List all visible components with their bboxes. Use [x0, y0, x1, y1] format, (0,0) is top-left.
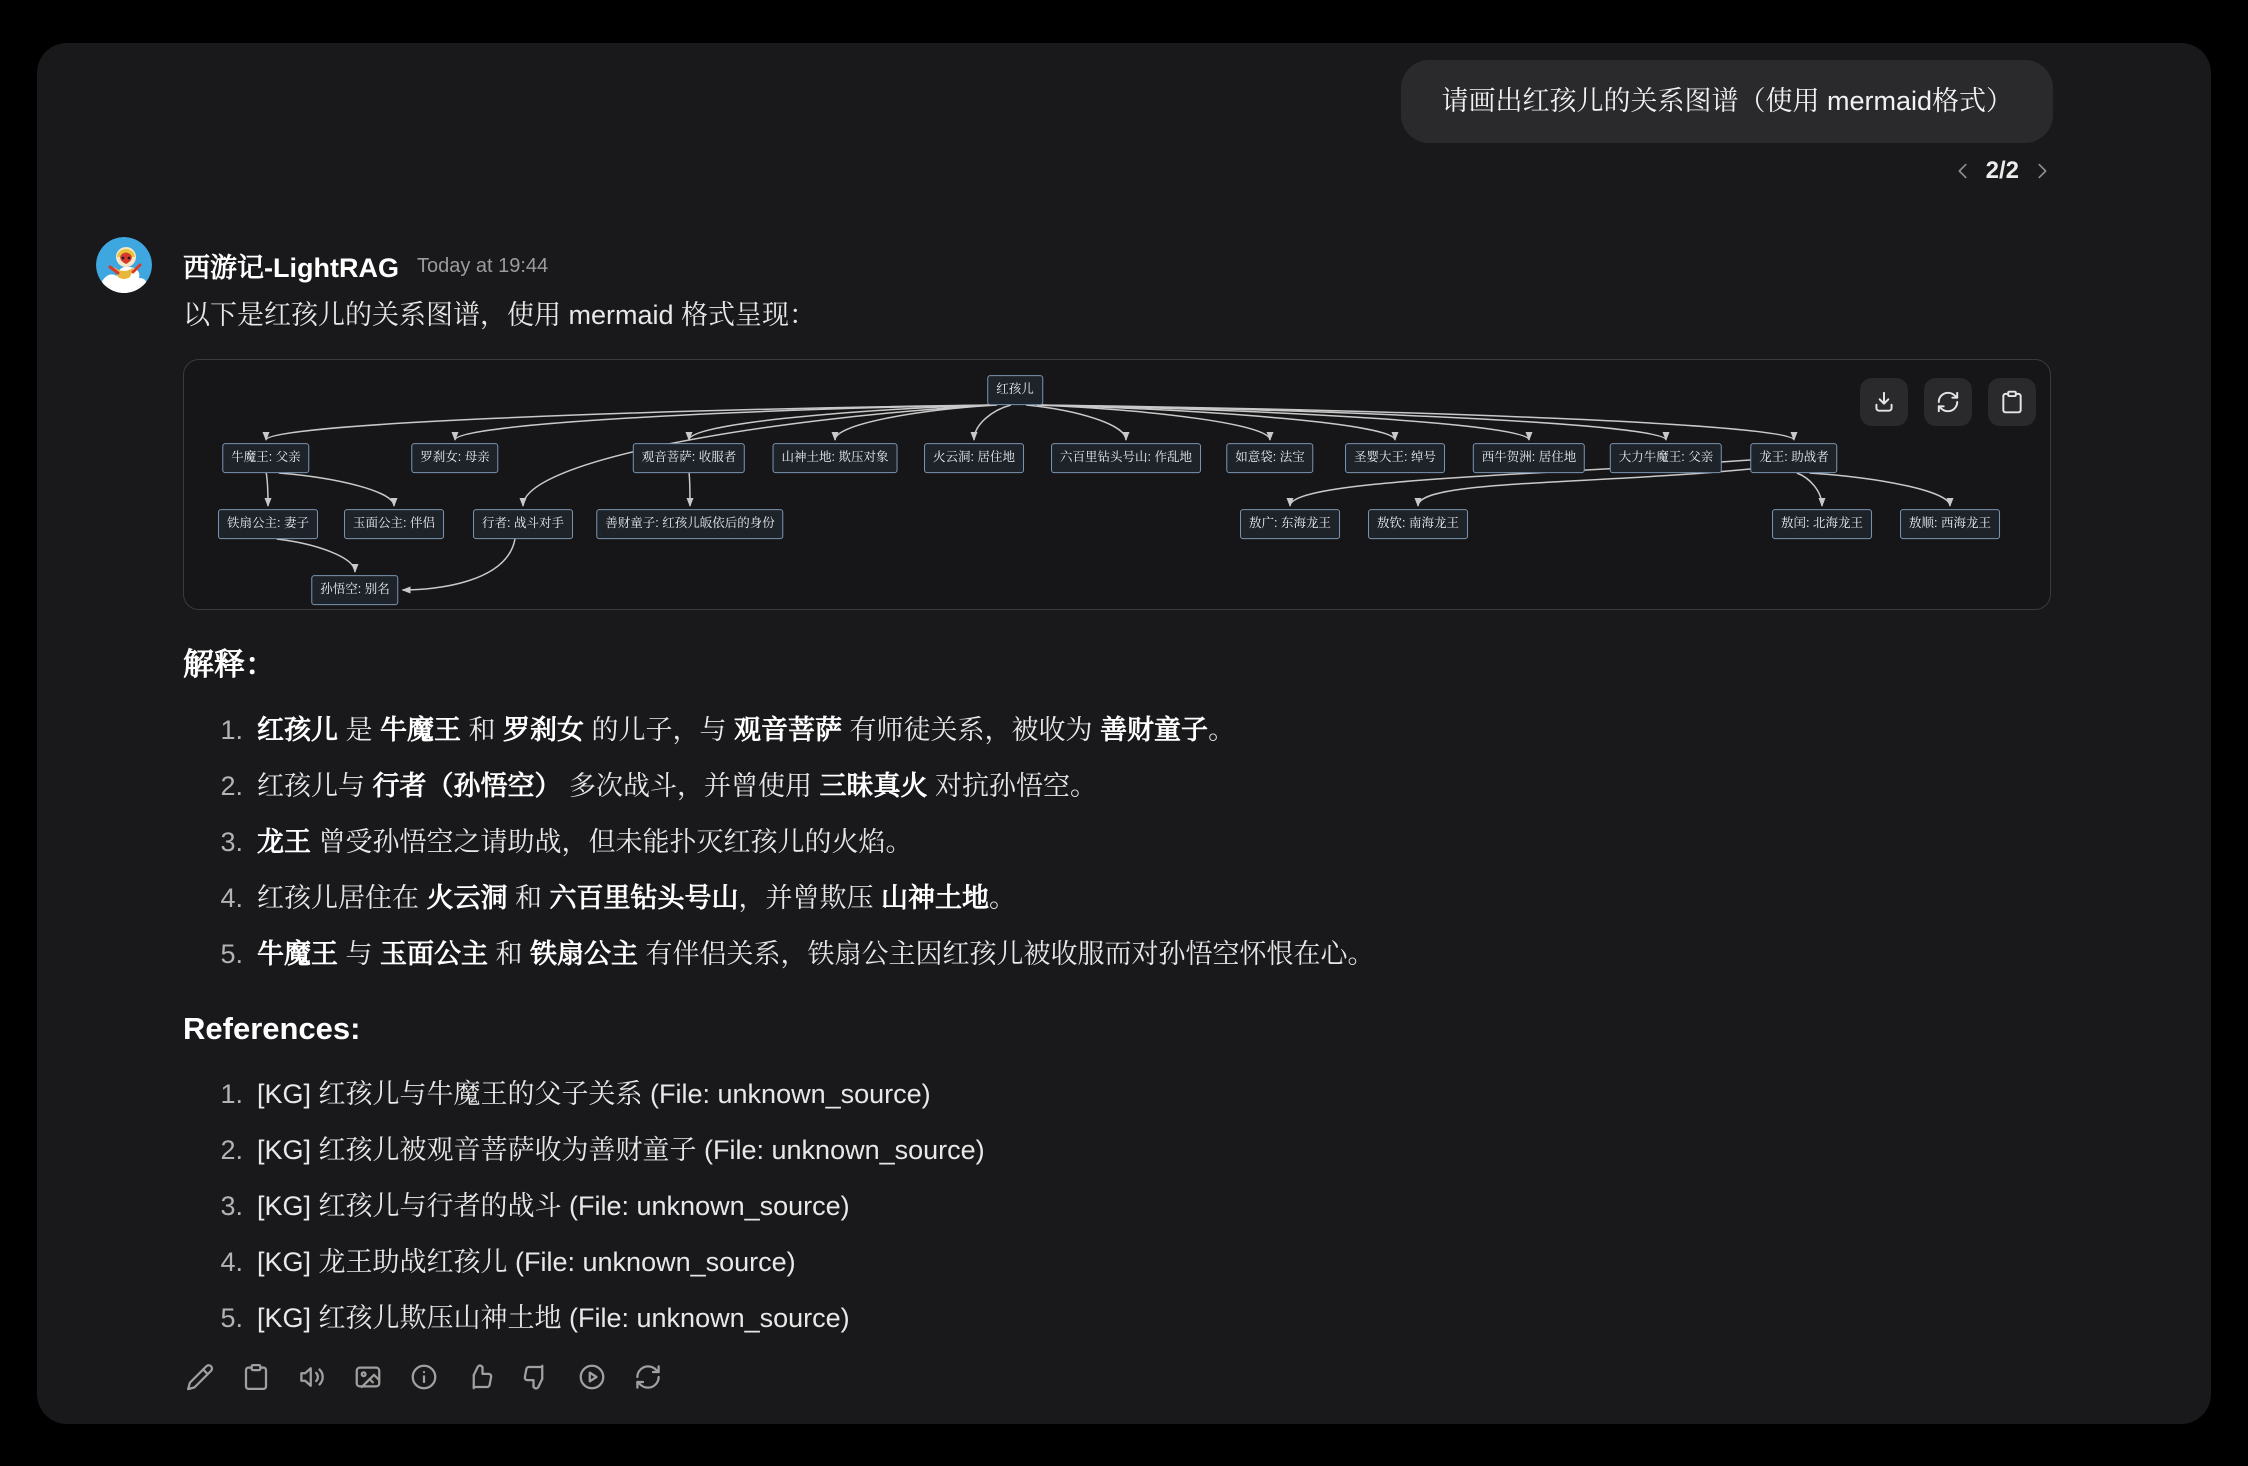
graph-edge-honghaier-huoyundong [974, 405, 1011, 440]
list-number: 3. [220, 827, 243, 857]
graph-node-sunwukong: 孙悟空: 别名 [311, 575, 398, 605]
graph-node-xingzhe: 行者: 战斗对手 [473, 509, 573, 539]
assistant-avatar [96, 237, 152, 293]
reference-item: 4. [KG] 龙王助战红孩儿 (File: unknown_source) [211, 1242, 2211, 1282]
thumbs-up-icon [465, 1362, 495, 1392]
graph-edge-honghaier-longwang [1037, 405, 1794, 440]
download-icon [1871, 389, 1897, 415]
diagram-edges [184, 360, 2049, 608]
thumbs-down-button[interactable] [519, 1360, 553, 1394]
graph-edge-longwang-aoqin [1418, 469, 1751, 506]
diagram-refresh-button[interactable] [1924, 378, 1972, 426]
play-button[interactable] [575, 1360, 609, 1394]
graph-node-niumowang: 牛魔王: 父亲 [222, 443, 309, 473]
explanation-item: 5. 牛魔王 与 玉面公主 和 铁扇公主 有伴侣关系，铁扇公主因红孩儿被收服而对孙悟空怀恨在心。 [211, 934, 2211, 974]
chevron-left-icon[interactable] [1952, 160, 1974, 182]
graph-node-ruyidai: 如意袋: 法宝 [1226, 443, 1313, 473]
graph-node-yumian: 玉面公主: 伴侣 [344, 509, 444, 539]
diagram-action-bar [1860, 378, 2036, 426]
graph-edge-honghaier-xiniu [1037, 405, 1529, 440]
diagram-copy-button[interactable] [1988, 378, 2036, 426]
copy-button[interactable] [239, 1360, 273, 1394]
graph-edge-xingzhe-sunwukong [403, 539, 516, 590]
message-timestamp: Today at 19:44 [416, 255, 549, 277]
graph-node-tieshan: 铁扇公主: 妻子 [218, 509, 318, 539]
graph-node-dali: 大力牛魔王: 父亲 [1610, 443, 1722, 473]
graph-edge-longwang-aoshun [1810, 473, 1950, 506]
reference-item: 1. [KG] 红孩儿与牛魔王的父子关系 (File: unknown_source) [211, 1074, 2211, 1114]
references-list [211, 1074, 2211, 1338]
graph-node-huoyundong: 火云洞: 居住地 [924, 443, 1024, 473]
graph-node-aoguang: 敖广: 东海龙王 [1240, 509, 1340, 539]
refresh-icon [1935, 389, 1961, 415]
chevron-right-icon[interactable] [2031, 160, 2053, 182]
regenerate-icon [633, 1362, 663, 1392]
list-number: 4. [220, 883, 243, 913]
explanation-list [211, 710, 2211, 974]
graph-node-longwang: 龙王: 助战者 [1750, 443, 1837, 473]
thumbs-up-button[interactable] [463, 1360, 497, 1394]
graph-edge-honghaier-ruyidai [1037, 405, 1270, 440]
play-icon [577, 1362, 607, 1392]
explanation-heading: 解释： [183, 647, 276, 682]
graph-node-aorun: 敖闰: 北海龙王 [1772, 509, 1872, 539]
graph-edge-honghaier-luochanu [455, 405, 993, 440]
graph-edge-niumowang-yumian [279, 473, 394, 506]
graph-node-guanyin: 观音菩萨: 收服者 [633, 443, 745, 473]
regenerate-button[interactable] [631, 1360, 665, 1394]
reference-item: 3. [KG] 红孩儿与行者的战斗 (File: unknown_source) [211, 1186, 2211, 1226]
assistant-name: 西游记-LightRAG [183, 252, 399, 283]
image-icon [353, 1362, 383, 1392]
graph-node-shanshen: 山神土地: 欺压对象 [773, 443, 898, 473]
graph-edge-honghaier-dali [1037, 405, 1666, 440]
graph-edge-honghaier-shanshen [835, 405, 997, 440]
graph-node-zuantou: 六百里钻头号山: 作乱地 [1051, 443, 1201, 473]
speak-icon [297, 1362, 327, 1392]
graph-node-xiniu: 西牛贺洲: 居住地 [1473, 443, 1585, 473]
graph-node-shengying: 圣婴大王: 绰号 [1345, 443, 1445, 473]
edit-button[interactable] [183, 1360, 217, 1394]
user-message-bubble: 请画出红孩儿的关系图谱（使用 mermaid格式） [1401, 60, 2053, 143]
pagination-label: 2/2 [1985, 157, 2019, 184]
copy-icon [241, 1362, 271, 1392]
graph-edge-honghaier-guanyin [689, 405, 993, 440]
list-number: 3. [220, 1191, 243, 1221]
graph-node-luochanu: 罗刹女: 母亲 [411, 443, 498, 473]
graph-edge-longwang-aorun [1797, 473, 1822, 506]
explanation-item: 4. 红孩儿居住在 火云洞 和 六百里钻头号山，并曾欺压 山神土地。 [211, 878, 2211, 918]
graph-edge-honghaier-shengying [1037, 405, 1395, 440]
diagram-download-button[interactable] [1860, 378, 1908, 426]
info-icon [409, 1362, 439, 1392]
explanation-item: 2. 红孩儿与 行者（孙悟空） 多次战斗，并曾使用 三昧真火 对抗孙悟空。 [211, 766, 2211, 806]
list-number: 1. [220, 715, 243, 745]
list-number: 4. [220, 1247, 243, 1277]
clipboard-icon [1999, 389, 2025, 415]
assistant-message [37, 237, 2211, 1394]
list-number: 5. [220, 939, 243, 969]
image-button[interactable] [351, 1360, 385, 1394]
reference-item: 5. [KG] 红孩儿欺压山神土地 (File: unknown_source) [211, 1298, 2211, 1338]
references-heading: References: [183, 1011, 361, 1046]
graph-edge-honghaier-xingzhe [523, 405, 993, 506]
graph-edge-honghaier-niumowang [266, 405, 993, 440]
message-toolbar [183, 1360, 2211, 1394]
chat-panel [37, 43, 2211, 1424]
explanation-item: 1. 红孩儿 是 牛魔王 和 罗刹女 的儿子，与 观音菩萨 有师徒关系，被收为 善财童子。 [211, 710, 2211, 750]
graph-node-honghaier: 红孩儿 [987, 375, 1043, 405]
list-number: 2. [220, 1135, 243, 1165]
graph-node-shancai: 善财童子: 红孩儿皈依后的身份 [596, 509, 783, 539]
graph-edge-tieshan-sunwukong [277, 539, 355, 572]
list-number: 1. [220, 1079, 243, 1109]
info-button[interactable] [407, 1360, 441, 1394]
list-number: 5. [220, 1303, 243, 1333]
graph-node-aoshun: 敖顺: 西海龙王 [1900, 509, 2000, 539]
message-pagination [37, 143, 2211, 189]
assistant-intro-text: 以下是红孩儿的关系图谱，使用 mermaid 格式呈现： [183, 300, 817, 330]
explanation-item: 3. 龙王 曾受孙悟空之请助战，但未能扑灭红孩儿的火焰。 [211, 822, 2211, 862]
mermaid-diagram [183, 359, 2051, 610]
graph-edge-niumowang-tieshan [266, 473, 268, 506]
edit-icon [185, 1362, 215, 1392]
graph-edge-guanyin-shancai [689, 473, 690, 506]
graph-node-aoqin: 敖钦: 南海龙王 [1368, 509, 1468, 539]
reference-item: 2. [KG] 红孩儿被观音菩萨收为善财童子 (File: unknown_source) [211, 1130, 2211, 1170]
graph-edge-honghaier-zuantou [1026, 405, 1126, 440]
speak-button[interactable] [295, 1360, 329, 1394]
thumbs-down-icon [521, 1362, 551, 1392]
list-number: 2. [220, 771, 243, 801]
